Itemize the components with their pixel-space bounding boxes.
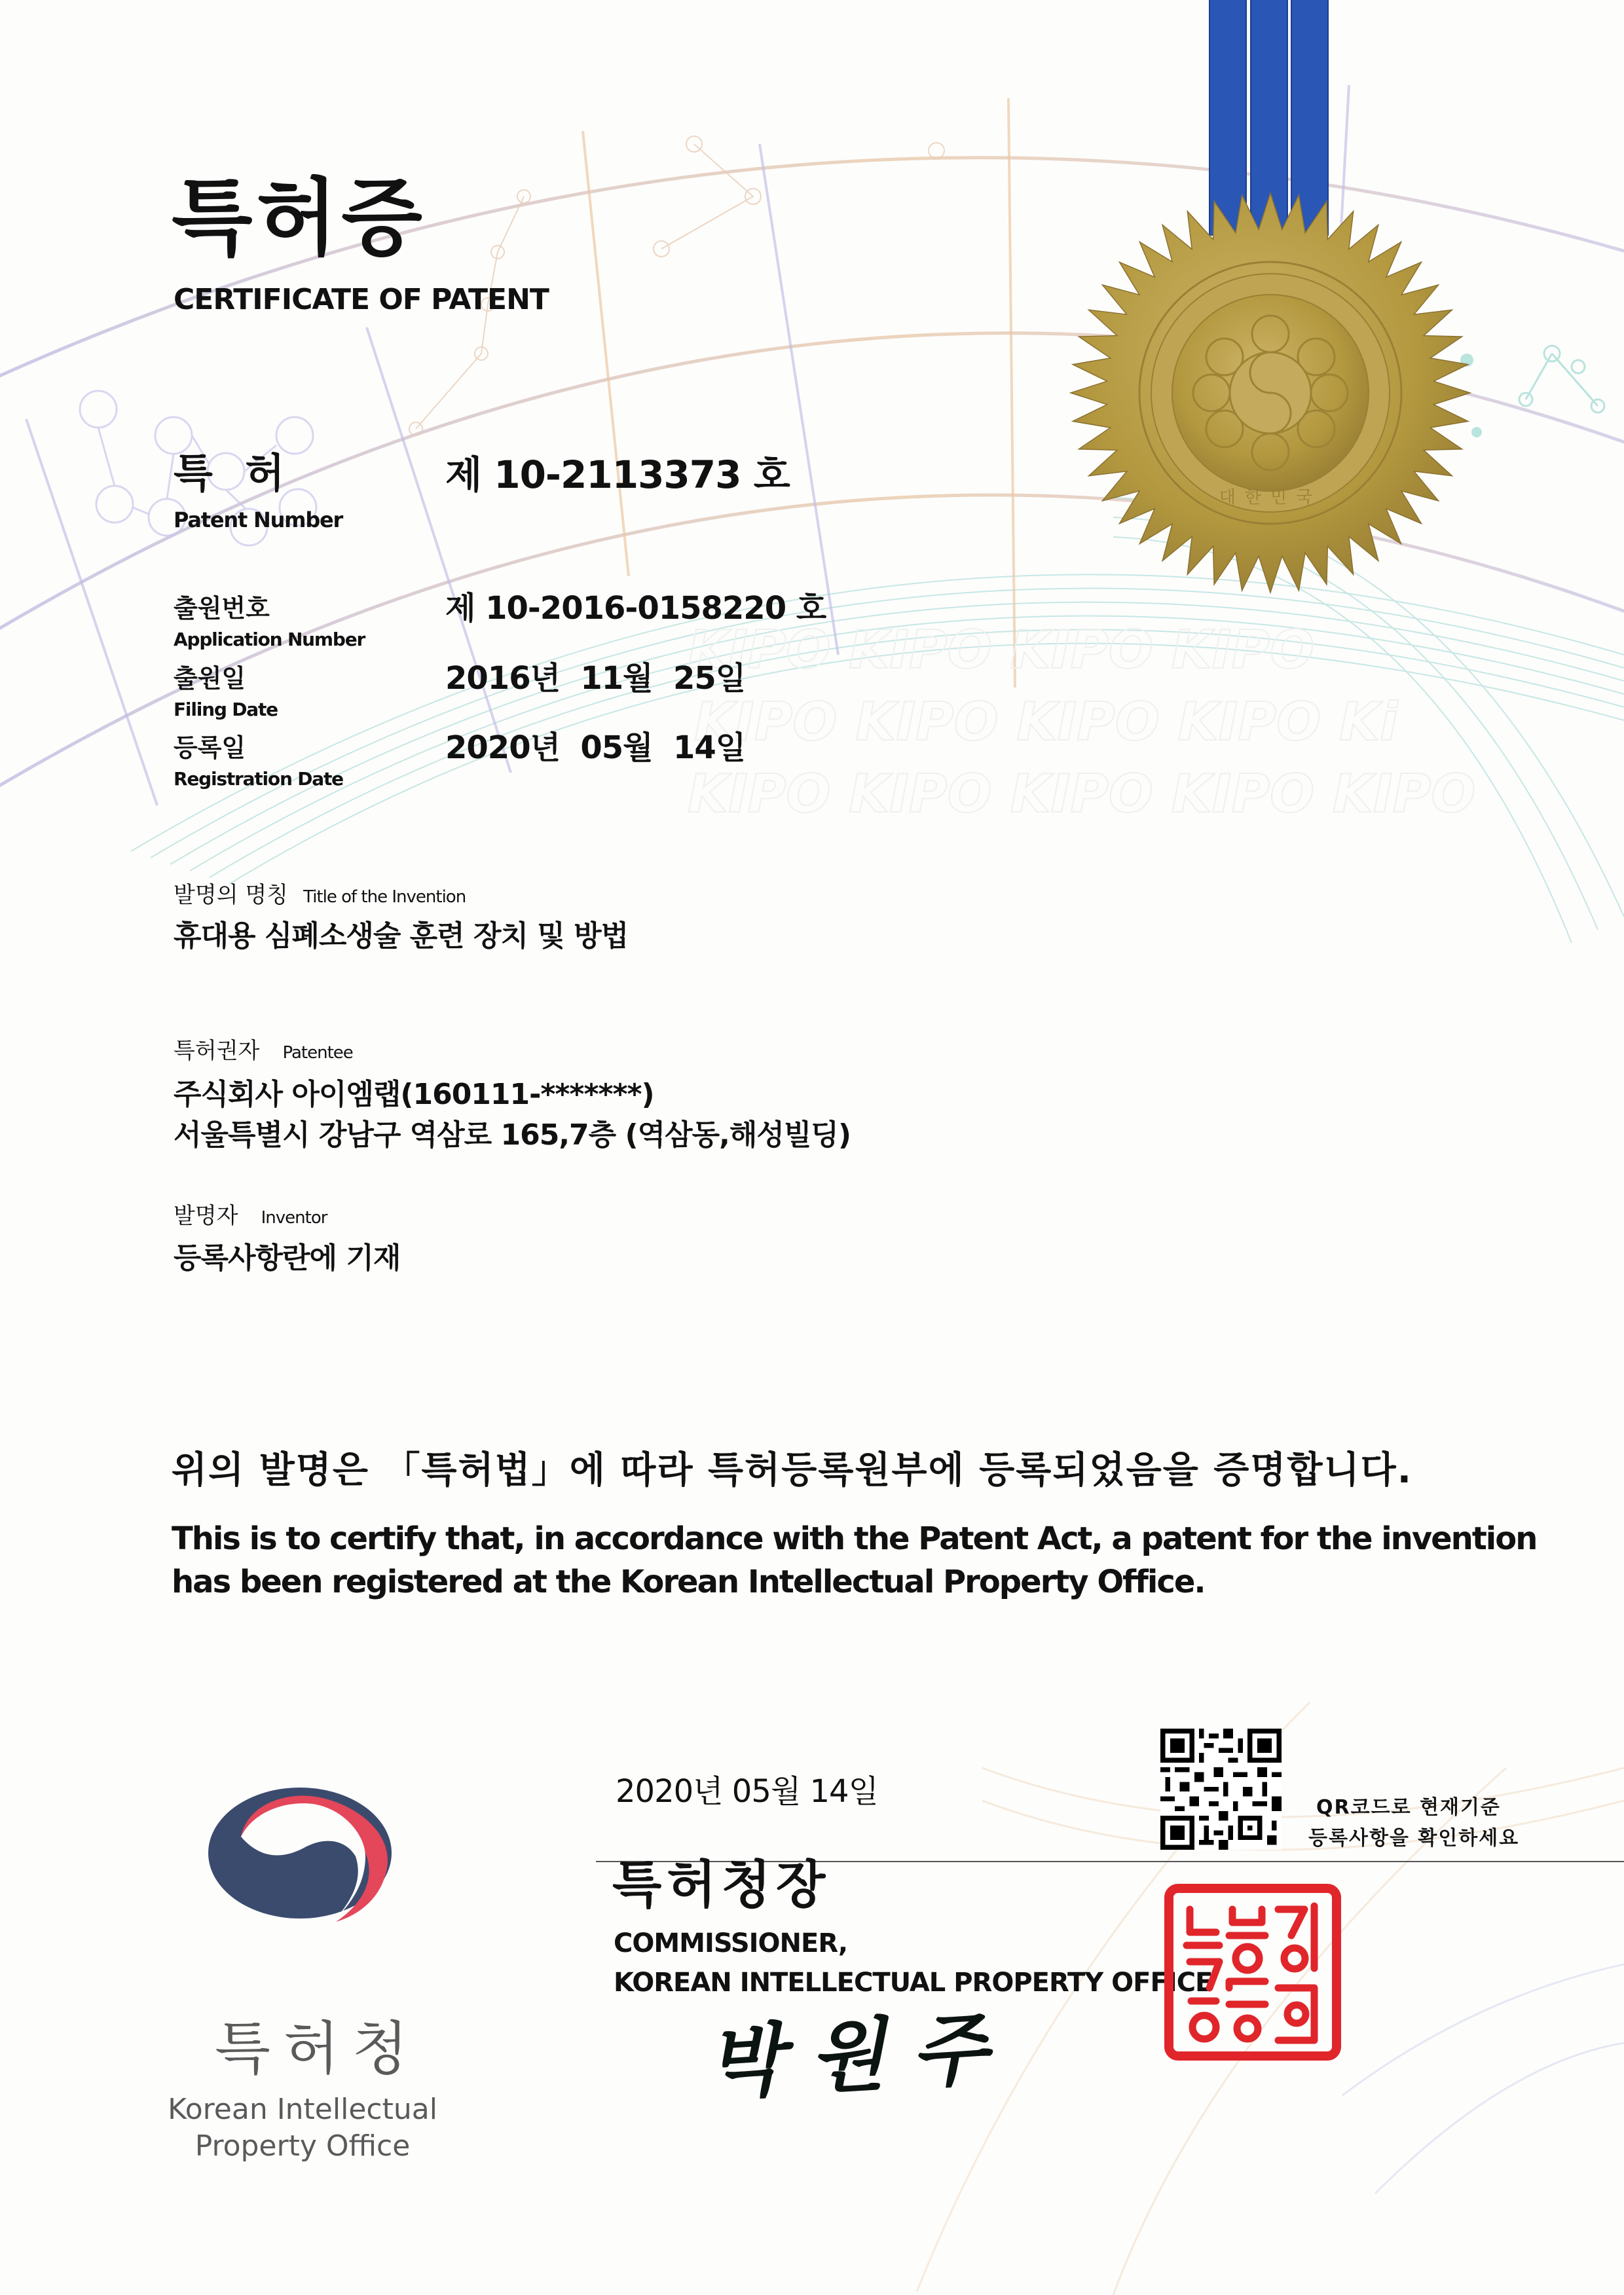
qr-caption-line2: 등록사항을 확인하세요 [1308,1827,1520,1850]
official-red-stamp-icon [1164,1883,1342,2061]
invention-title-value: 휴대용 심폐소생술 훈련 장치 및 방법 [174,919,629,953]
filing-date-label-ko: 출원일 [174,664,246,693]
certification-statement-en-line1: This is to certify that, in accordance with the Patent Act, a patent for the invention [172,1520,1537,1557]
patent-number-value: 제 10-2113373 호 [445,452,790,497]
patent-number-label-ko: 특 허 [174,449,294,497]
watermark-kipo-row2: KIPO KIPO KIPO KIPO Ki [694,691,1398,752]
registration-date-label-ko: 등록일 [174,733,246,762]
patentee-label [174,1040,353,1062]
gold-seal-emblem-icon [1067,190,1473,596]
filing-date-label-en: Filing Date [174,699,278,720]
inventor-value: 등록사항란에 기재 [174,1241,401,1275]
invention-title-label [174,884,466,906]
qr-code-icon[interactable] [1160,1729,1282,1850]
commissioner-title-en-line1: COMMISSIONER, [614,1928,848,1958]
application-number-label-ko: 출원번호 [174,594,270,623]
inventor-label [174,1205,327,1227]
organization-name-en-line2: Property Office [194,2129,411,2163]
organization-name-ko: 특허청 [215,2015,422,2082]
inventor-label-ko: 발명자 [174,1203,238,1229]
watermark-kipo-row3: KIPO KIPO KIPO KIPO KIPO [688,763,1476,824]
commissioner-title-ko: 특허청장 [612,1856,831,1915]
registration-date-value: 2020년 05월 14일 [445,729,746,766]
invention-title-label-ko: 발명의 명칭 [174,882,289,908]
watermark-kipo-row1: KIPO KIPO KIPO KIPO [688,619,1315,680]
patentee-address: 서울특별시 강남구 역삼로 165,7층 (역삼동,해성빌딩) [174,1118,851,1152]
inventor-label-en: Inventor [261,1208,327,1228]
application-number-value: 제 10-2016-0158220 호 [445,590,826,627]
certification-statement-en-line2: has been registered at the Korean Intellectual Property Office. [172,1564,1205,1600]
patent-number-label-en: Patent Number [174,507,343,532]
commissioner-title-en-line2: KOREAN INTELLECTUAL PROPERTY OFFICE [614,1968,1213,1998]
invention-title-label-en: Title of the Invention [303,887,466,907]
application-number-label-en: Application Number [174,629,365,650]
svg-text:대한민국: 대한민국 [1219,488,1322,507]
patentee-name: 주식회사 아이엠랩(160111-*******) [174,1078,654,1111]
certification-statement-ko: 위의 발명은 「특허법」에 따라 특허등록원부에 등록되었음을 증명합니다. [172,1449,1413,1492]
commissioner-signature: 박원주 [705,2001,1016,2110]
qr-caption-line1: QR코드로 현재기준 [1316,1796,1501,1819]
filing-date-value: 2016년 11월 25일 [445,660,746,697]
certificate-title-english: CERTIFICATE OF PATENT [174,283,549,316]
registration-date-label-en: Registration Date [174,768,343,790]
issue-date: 2020년 05월 14일 [616,1773,878,1810]
organization-name-en-line1: Korean Intellectual [168,2093,437,2126]
patentee-label-en: Patentee [282,1043,353,1063]
patentee-label-ko: 특허권자 [174,1038,260,1064]
certificate-title-korean: 특허증 [172,170,426,267]
kipo-government-logo-icon [208,1784,401,1922]
